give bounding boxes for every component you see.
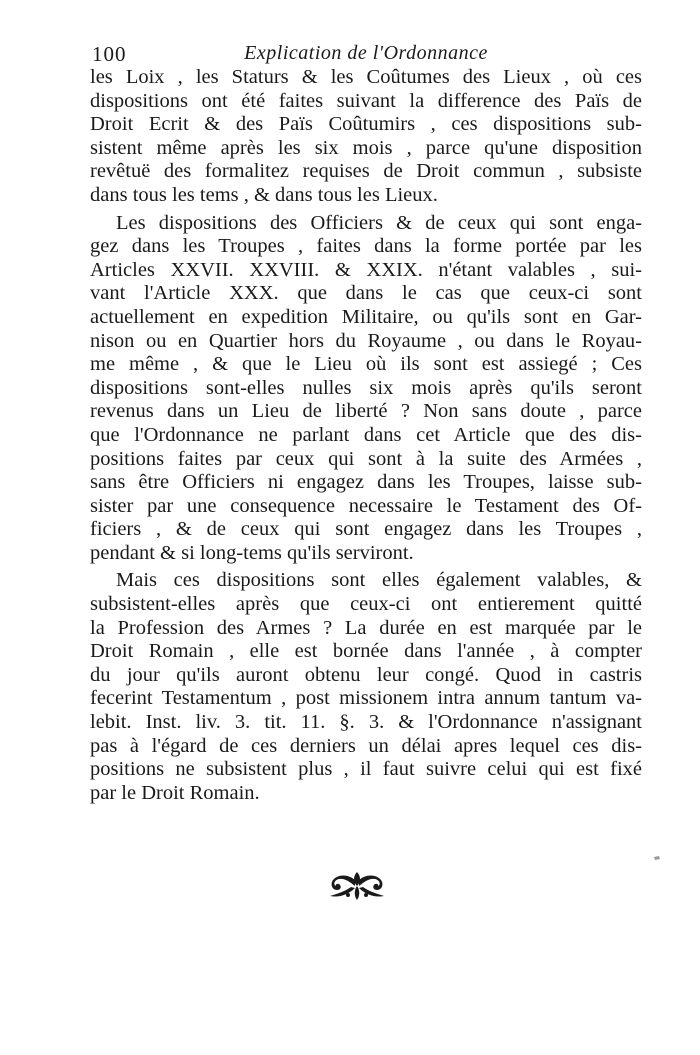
text-line: revêtuë des formalitez requises de Droit commun , subsiste xyxy=(90,160,642,183)
text-line: revenus dans un Lieu de liberté ? Non sans doute , parce xyxy=(90,400,642,423)
text-line: lebit. Inst. liv. 3. tit. 11. §. 3. & l'Ordonnance n'assignant xyxy=(90,711,642,734)
text-line: les Loix , les Staturs & les Coûtumes des Lieux , où ces xyxy=(90,66,642,88)
paragraph-1 xyxy=(90,66,642,208)
text-line: dispositions sont-elles nulles six mois après qu'ils seront xyxy=(90,376,642,399)
text-line: dans tous les tems , & dans tous les Lieux. xyxy=(90,183,438,206)
body-text xyxy=(90,66,642,805)
text-line: positions ne subsistent plus , il faut suivre celui qui est fixé xyxy=(90,758,642,781)
text-line: dispositions ont été faites suivant la difference des Païs de xyxy=(90,89,642,112)
text-line: du jour qu'ils auront obtenu leur congé. Quod in castris xyxy=(90,663,642,686)
ink-speck-icon xyxy=(654,856,660,860)
text-line: Droit Romain , elle est bornée dans l'année , à compter xyxy=(90,640,642,663)
text-line: Mais ces dispositions sont elles également valables, & xyxy=(116,569,642,592)
text-line: sistent même après les six mois , parce qu'une disposition xyxy=(90,136,642,159)
text-line: actuellement en expedition Militaire, ou qu'ils sont en Gar- xyxy=(90,305,642,328)
text-line: subsistent-elles après que ceux-ci ont entierement quitté xyxy=(90,593,642,616)
text-line: sans être Officiers ni engagez dans les Troupes, laisse sub- xyxy=(90,471,642,494)
text-line: la Profession des Armes ? La durée en est marquée par le xyxy=(90,616,642,639)
text-line: Droit Ecrit & des Païs Coûtumirs , ces dispositions sub- xyxy=(90,113,642,136)
text-line: fecerint Testamentum , post missionem intra annum tantum va- xyxy=(90,687,642,710)
text-line: sister par une consequence necessaire le Testament des Of- xyxy=(90,494,642,517)
text-line: me même , & que le Lieu où ils sont est assiegé ; Ces xyxy=(90,353,642,376)
paragraph-3 xyxy=(90,569,642,805)
text-line: Articles XXVII. XXVIII. & XXIX. n'étant valables , sui- xyxy=(90,258,642,281)
paragraph-2 xyxy=(90,212,642,566)
text-line: ficiers , & de ceux qui sont engagez dans les Troupes , xyxy=(90,518,642,541)
text-line: pas à l'égard de ces derniers un délai apres lequel ces dis- xyxy=(90,734,642,757)
running-title: Explication de l'Ordonnance xyxy=(244,42,488,64)
text-line: nison ou en Quartier hors du Royaume , ou dans le Royau- xyxy=(90,329,642,352)
text-line: positions faites par ceux qui sont à la suite des Armées , xyxy=(90,447,642,470)
page-number: 100 xyxy=(92,42,127,66)
text-line: Les dispositions des Officiers & de ceux qui sont enga- xyxy=(116,211,642,234)
text-line: vant l'Article XXX. que dans le cas que ceux-ci sont xyxy=(90,282,642,305)
text-line: que l'Ordonnance ne parlant dans cet Article que des dis- xyxy=(90,423,642,446)
tailpiece-ornament-icon xyxy=(324,868,390,904)
text-line: par le Droit Romain. xyxy=(90,781,260,804)
text-line: pendant & si long-tems qu'ils serviront. xyxy=(90,541,414,564)
text-line: gez dans les Troupes , faites dans la forme portée par les xyxy=(90,235,642,258)
